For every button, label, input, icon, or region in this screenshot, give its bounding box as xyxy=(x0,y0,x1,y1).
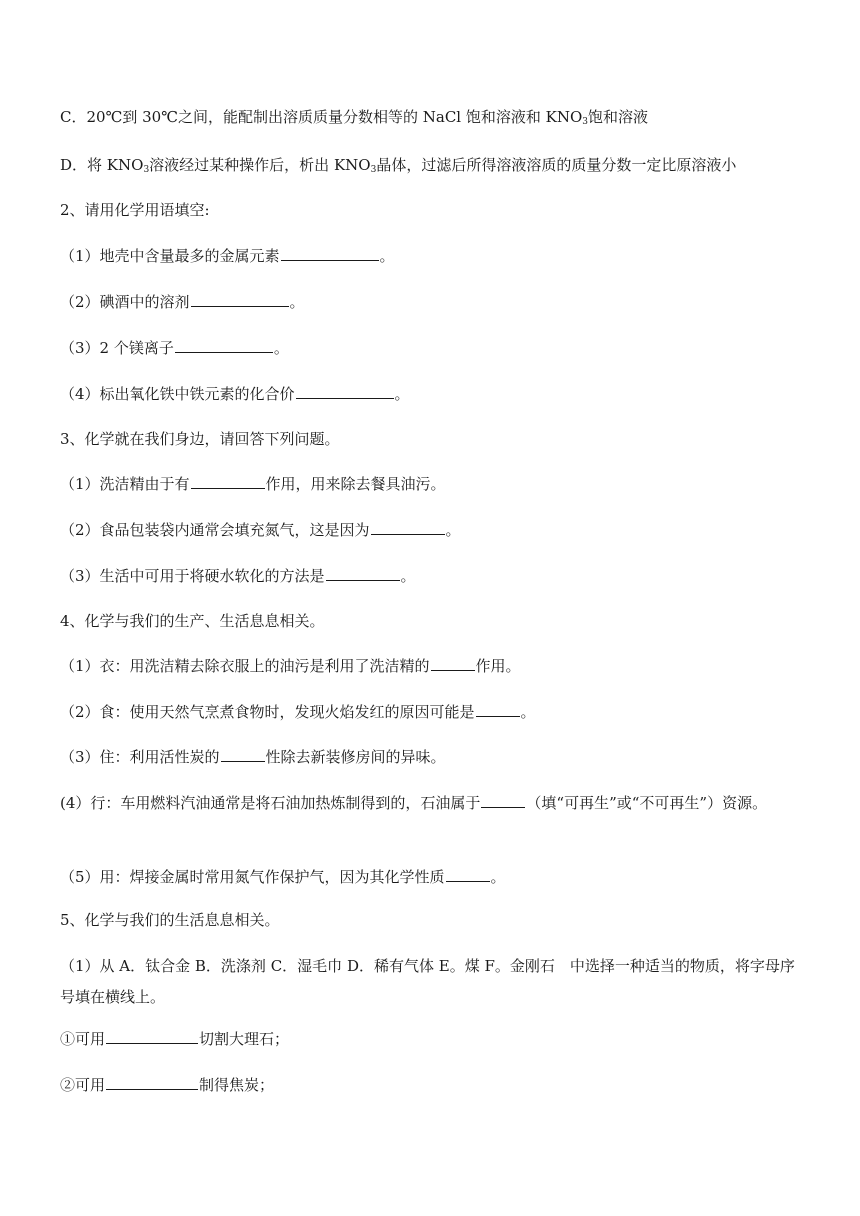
option-c xyxy=(60,102,805,137)
item-text-end: 作用。 xyxy=(475,657,521,675)
question-5-sub-1 xyxy=(60,1024,805,1054)
item-text-end: 。 xyxy=(490,868,506,886)
item-text: （3）住：利用活性炭的 xyxy=(60,748,220,766)
subscript: 3 xyxy=(143,165,150,175)
question-5-item-1: （1）从 A．钛合金 B．洗涤剂 C．湿毛巾 D．稀有气体 E。煤 F。金刚石 中选择一种适当的物质，将字母序号填在横线上。 xyxy=(60,957,795,1006)
answer-blank[interactable] xyxy=(326,565,400,581)
question-2-item-3 xyxy=(60,333,805,363)
question-4-item-3 xyxy=(60,742,805,772)
item-text-end: （填“可再生”或“不可再生”）资源。 xyxy=(526,794,768,812)
question-2-heading: 2、请用化学用语填空: xyxy=(60,201,210,219)
item-text: （1）洗洁精由于有 xyxy=(60,475,190,493)
item-text: （5）用：焊接金属时常用氮气作保护气，因为其化学性质 xyxy=(60,868,445,886)
question-3-heading: 3、化学就在我们身边，请回答下列问题。 xyxy=(60,430,340,448)
item-text: （4）标出氧化铁中铁元素的化合价 xyxy=(60,385,295,403)
answer-blank[interactable] xyxy=(221,746,265,762)
question-4-heading: 4、化学与我们的生产、生活息息相关。 xyxy=(60,612,325,630)
option-c-text-end: 饱和溶液 xyxy=(588,108,649,126)
option-d-text: D．将 KNO xyxy=(60,156,144,174)
question-2-item-4 xyxy=(60,379,805,409)
answer-blank[interactable] xyxy=(431,655,475,671)
question-3-item-1 xyxy=(60,469,805,499)
answer-blank[interactable] xyxy=(281,245,379,261)
question-4-item-1 xyxy=(60,651,805,681)
item-text: （1）地壳中含量最多的金属元素 xyxy=(60,247,280,265)
item-text: （2）食：使用天然气烹煮食物时，发现火焰发红的原因可能是 xyxy=(60,703,475,721)
answer-blank[interactable] xyxy=(296,383,394,399)
answer-blank[interactable] xyxy=(191,291,289,307)
question-3-item-3 xyxy=(60,561,805,591)
item-text-end: 。 xyxy=(394,385,410,403)
item-text-end: 。 xyxy=(289,293,305,311)
subscript: 3 xyxy=(582,117,588,127)
answer-blank[interactable] xyxy=(481,792,525,808)
question-2-item-2 xyxy=(60,287,805,317)
option-d-text-mid: 溶液经过某种操作后，析出 KNO xyxy=(149,156,371,174)
option-c-text: C．20℃到 30℃之间，能配制出溶质质量分数相等的 NaCl 饱和溶液和 KNO xyxy=(60,108,583,126)
item-text-end: 。 xyxy=(520,703,536,721)
item-text-end: 性除去新装修房间的异味。 xyxy=(265,748,446,766)
item-text-end: 。 xyxy=(273,339,289,357)
item-text: （3）2 个镁离子 xyxy=(60,339,174,357)
item-text-end: 制得焦炭； xyxy=(199,1076,275,1094)
answer-blank[interactable] xyxy=(106,1028,198,1044)
answer-blank[interactable] xyxy=(476,701,520,717)
question-4-item-5 xyxy=(60,862,805,892)
item-text-end: 切割大理石； xyxy=(199,1030,290,1048)
item-text: （2）食品包装袋内通常会填充氮气，这是因为 xyxy=(60,521,370,539)
subscript: 3 xyxy=(370,165,377,175)
item-text-end: 。 xyxy=(379,247,395,265)
answer-blank[interactable] xyxy=(175,337,273,353)
question-5-heading: 5、化学与我们的生活息息相关。 xyxy=(60,911,280,929)
question-2-item-1 xyxy=(60,241,805,271)
question-4-item-4 xyxy=(60,788,805,819)
question-5-sub-2 xyxy=(60,1070,805,1100)
item-text: (4）行：车用燃料汽油通常是将石油加热炼制得到的，石油属于 xyxy=(60,794,481,812)
answer-blank[interactable] xyxy=(191,473,265,489)
question-4-item-2 xyxy=(60,697,805,727)
item-text-end: 作用，用来除去餐具油污。 xyxy=(265,475,446,493)
item-text: （1）衣：用洗洁精去除衣服上的油污是利用了洗洁精的 xyxy=(60,657,430,675)
item-text: ②可用 xyxy=(60,1076,106,1094)
answer-blank[interactable] xyxy=(106,1074,198,1090)
item-text: ①可用 xyxy=(60,1030,106,1048)
item-text-end: 。 xyxy=(445,521,461,539)
answer-blank[interactable] xyxy=(371,519,445,535)
answer-blank[interactable] xyxy=(446,866,490,882)
item-text: （3）生活中可用于将硬水软化的方法是 xyxy=(60,567,325,585)
option-d-text-end: 晶体，过滤后所得溶液溶质的质量分数一定比原溶液小 xyxy=(376,156,737,174)
question-3-item-2 xyxy=(60,515,805,545)
option-d xyxy=(60,150,805,185)
item-text-end: 。 xyxy=(400,567,416,585)
item-text: （2）碘酒中的溶剂 xyxy=(60,293,190,311)
